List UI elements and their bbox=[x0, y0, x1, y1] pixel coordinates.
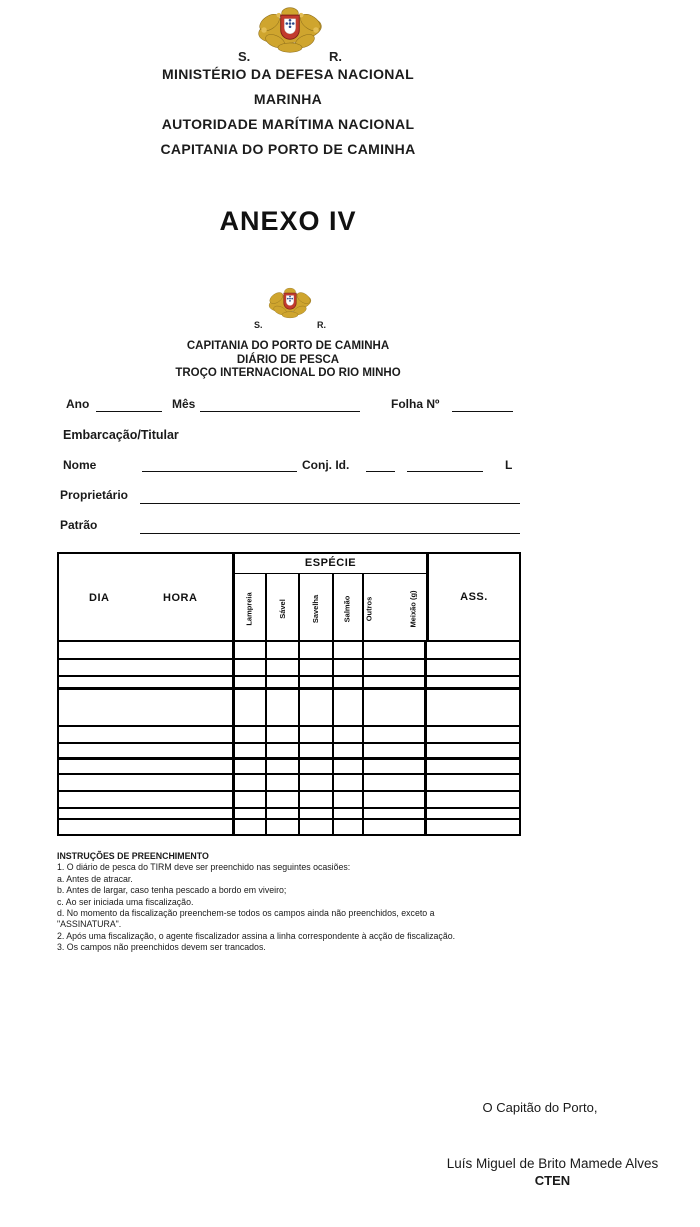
empty-log-cell bbox=[59, 642, 235, 658]
species-label-lampreia: Lampreia bbox=[245, 592, 255, 626]
empty-log-cell bbox=[334, 760, 364, 773]
table-row bbox=[59, 760, 519, 775]
empty-log-cell bbox=[427, 677, 520, 687]
empty-log-cell bbox=[59, 792, 235, 807]
species-subheaders bbox=[235, 574, 426, 640]
empty-log-cell bbox=[300, 642, 334, 658]
ministry-line-3: AUTORIDADE MARÍTIMA NACIONAL bbox=[161, 116, 415, 132]
empty-log-cell bbox=[427, 727, 520, 742]
instructions-block bbox=[57, 851, 537, 954]
species-label-outros: Outros bbox=[364, 596, 374, 622]
empty-log-cell bbox=[364, 760, 427, 773]
proprietario-label: Proprietário bbox=[60, 488, 129, 502]
instruction-line: d. No momento da fiscalização preenchem-se todos os campos ainda não preenchidos, exceto a bbox=[57, 908, 435, 919]
instruction-line: 1. O diário de pesca do TIRM deve ser preenchido nas seguintes ocasiões: bbox=[57, 862, 351, 873]
empty-log-cell bbox=[300, 744, 334, 757]
empty-log-cell bbox=[427, 775, 520, 790]
form-crest-letter-s: S. bbox=[254, 320, 263, 330]
table-row bbox=[59, 677, 519, 690]
empty-log-cell bbox=[427, 642, 520, 658]
empty-log-cell bbox=[364, 677, 427, 687]
species-col-outros-meixao bbox=[364, 574, 427, 640]
species-col-savelha bbox=[300, 574, 334, 640]
form-crest bbox=[228, 282, 352, 330]
empty-log-cell bbox=[300, 792, 334, 807]
species-col-savel bbox=[267, 574, 300, 640]
ano-label: Ano bbox=[66, 397, 90, 411]
empty-log-cell bbox=[300, 677, 334, 687]
empty-log-cell bbox=[364, 690, 427, 725]
empty-log-cell bbox=[300, 760, 334, 773]
empty-log-cell bbox=[59, 744, 235, 757]
table-header bbox=[59, 554, 519, 642]
table-row bbox=[59, 727, 519, 744]
empty-log-cell bbox=[59, 660, 235, 675]
signature-rank: CTEN bbox=[534, 1173, 571, 1188]
form-title-line-2: DIÁRIO DE PESCA bbox=[236, 353, 340, 366]
empty-log-cell bbox=[427, 744, 520, 757]
form-title-line-3: TROÇO INTERNACIONAL DO RIO MINHO bbox=[175, 367, 401, 379]
instruction-line: 3. Os campos não preenchidos devem ser trancados. bbox=[57, 942, 266, 953]
coat-of-arms-small-icon bbox=[259, 282, 321, 324]
empty-log-cell bbox=[59, 775, 235, 790]
dia-column-header: DIA bbox=[89, 592, 110, 604]
empty-log-cell bbox=[334, 690, 364, 725]
empty-log-cell bbox=[334, 677, 364, 687]
empty-log-cell bbox=[334, 809, 364, 818]
empty-log-cell bbox=[334, 744, 364, 757]
form-title-line-1: CAPITANIA DO PORTO DE CAMINHA bbox=[186, 340, 390, 352]
empty-log-cell bbox=[364, 744, 427, 757]
l-label: L bbox=[505, 458, 513, 472]
species-col-lampreia bbox=[235, 574, 267, 640]
empty-log-cell bbox=[59, 690, 235, 725]
patrao-label: Patrão bbox=[60, 518, 98, 532]
signature-role: O Capitão do Porto, bbox=[482, 1100, 598, 1115]
proprietario-field-line bbox=[140, 503, 520, 504]
nome-label: Nome bbox=[63, 458, 97, 472]
species-label-savel: Sável bbox=[277, 599, 287, 619]
instruction-line: b. Antes de largar, caso tenha pescado a bordo em viveiro; bbox=[57, 885, 287, 896]
mes-field-line bbox=[200, 411, 360, 412]
empty-log-cell bbox=[300, 775, 334, 790]
empty-log-cell bbox=[334, 775, 364, 790]
empty-log-cell bbox=[427, 792, 520, 807]
table-row bbox=[59, 792, 519, 809]
ministry-header bbox=[0, 66, 576, 166]
empty-log-cell bbox=[364, 727, 427, 742]
empty-log-cell bbox=[427, 820, 520, 834]
empty-log-cell bbox=[427, 760, 520, 773]
empty-log-cell bbox=[59, 809, 235, 818]
empty-log-cell bbox=[427, 690, 520, 725]
empty-log-cell bbox=[364, 809, 427, 818]
empty-log-cell bbox=[267, 809, 300, 818]
signature-name: Luís Miguel de Brito Mamede Alves bbox=[446, 1156, 659, 1171]
empty-log-cell bbox=[300, 809, 334, 818]
empty-log-cell bbox=[235, 660, 267, 675]
empty-log-cell bbox=[235, 727, 267, 742]
species-label-meixao: Meixão (g) bbox=[408, 590, 418, 628]
table-row bbox=[59, 775, 519, 792]
mes-label: Mês bbox=[172, 397, 196, 411]
empty-log-cell bbox=[235, 792, 267, 807]
nome-field-line bbox=[142, 471, 297, 472]
conj-id-line-2 bbox=[407, 471, 483, 472]
empty-log-cell bbox=[59, 677, 235, 687]
empty-log-cell bbox=[267, 744, 300, 757]
empty-log-cell bbox=[364, 775, 427, 790]
ministry-line-4: CAPITANIA DO PORTO DE CAMINHA bbox=[160, 141, 416, 157]
instruction-line: c. Ao ser iniciada uma fiscalização. bbox=[57, 896, 194, 907]
empty-log-cell bbox=[59, 820, 235, 834]
ass-column-header: ASS. bbox=[460, 591, 488, 603]
crest-letter-r: R. bbox=[329, 49, 342, 64]
empty-log-cell bbox=[235, 690, 267, 725]
empty-log-cell bbox=[267, 760, 300, 773]
empty-log-cell bbox=[235, 744, 267, 757]
hora-column-header: HORA bbox=[163, 592, 198, 604]
empty-log-cell bbox=[235, 809, 267, 818]
conj-id-line-1 bbox=[366, 471, 395, 472]
empty-log-cell bbox=[267, 642, 300, 658]
empty-log-cell bbox=[300, 727, 334, 742]
empty-log-cell bbox=[267, 775, 300, 790]
empty-log-cell bbox=[334, 727, 364, 742]
empty-log-cell bbox=[427, 809, 520, 818]
empty-log-cell bbox=[334, 792, 364, 807]
empty-log-cell bbox=[334, 660, 364, 675]
species-col-salmao bbox=[334, 574, 364, 640]
table-row bbox=[59, 690, 519, 727]
section-title-embarcacao: Embarcação/Titular bbox=[63, 428, 179, 442]
table-row bbox=[59, 820, 519, 834]
coat-of-arms-icon bbox=[242, 4, 338, 56]
empty-log-cell bbox=[267, 677, 300, 687]
empty-log-cell bbox=[267, 792, 300, 807]
ano-field-line bbox=[96, 411, 162, 412]
empty-log-cell bbox=[364, 792, 427, 807]
dia-hora-header-cell bbox=[59, 554, 235, 640]
empty-log-cell bbox=[235, 775, 267, 790]
empty-log-cell bbox=[267, 820, 300, 834]
especie-label: ESPÉCIE bbox=[235, 554, 426, 574]
empty-log-cell bbox=[235, 820, 267, 834]
instructions-title: INSTRUÇÕES DE PREENCHIMENTO bbox=[57, 851, 209, 861]
folha-label: Folha Nº bbox=[391, 397, 440, 411]
empty-log-cell bbox=[267, 727, 300, 742]
empty-log-cell bbox=[364, 642, 427, 658]
form-crest-letter-r: R. bbox=[317, 320, 326, 330]
species-label-savelha: Savelha bbox=[310, 594, 320, 624]
form-title-block bbox=[0, 340, 576, 381]
table-body bbox=[59, 642, 519, 834]
empty-log-cell bbox=[235, 760, 267, 773]
empty-log-cell bbox=[300, 820, 334, 834]
empty-log-cell bbox=[334, 642, 364, 658]
annex-title: ANEXO IV bbox=[219, 206, 357, 236]
empty-log-cell bbox=[235, 677, 267, 687]
empty-log-cell bbox=[427, 660, 520, 675]
empty-log-cell bbox=[235, 642, 267, 658]
conj-id-label: Conj. Id. bbox=[302, 458, 350, 472]
empty-log-cell bbox=[59, 727, 235, 742]
instruction-line: "ASSINATURA". bbox=[57, 919, 122, 930]
empty-log-cell bbox=[267, 690, 300, 725]
patrao-field-line bbox=[140, 533, 520, 534]
table-row bbox=[59, 660, 519, 677]
folha-field-line bbox=[452, 411, 513, 412]
instruction-line: 2. Após uma fiscalização, o agente fiscalizador assina a linha correspondente à acção de fiscalização. bbox=[57, 930, 456, 941]
fishing-log-table bbox=[57, 552, 521, 836]
empty-log-cell bbox=[300, 660, 334, 675]
table-row bbox=[59, 809, 519, 820]
empty-log-cell bbox=[300, 690, 334, 725]
ministry-line-1: MINISTÉRIO DA DEFESA NACIONAL bbox=[162, 66, 414, 82]
species-label-salmao: Salmão bbox=[342, 595, 352, 623]
table-row bbox=[59, 642, 519, 660]
national-crest-top bbox=[210, 4, 370, 64]
empty-log-cell bbox=[364, 820, 427, 834]
empty-log-cell bbox=[59, 760, 235, 773]
empty-log-cell bbox=[334, 820, 364, 834]
ministry-line-2: MARINHA bbox=[253, 91, 323, 107]
table-row bbox=[59, 744, 519, 760]
empty-log-cell bbox=[364, 660, 427, 675]
especie-group-header bbox=[235, 554, 429, 640]
empty-log-cell bbox=[267, 660, 300, 675]
crest-letter-s: S. bbox=[238, 49, 251, 64]
instruction-line: a. Antes de atracar. bbox=[57, 873, 133, 884]
